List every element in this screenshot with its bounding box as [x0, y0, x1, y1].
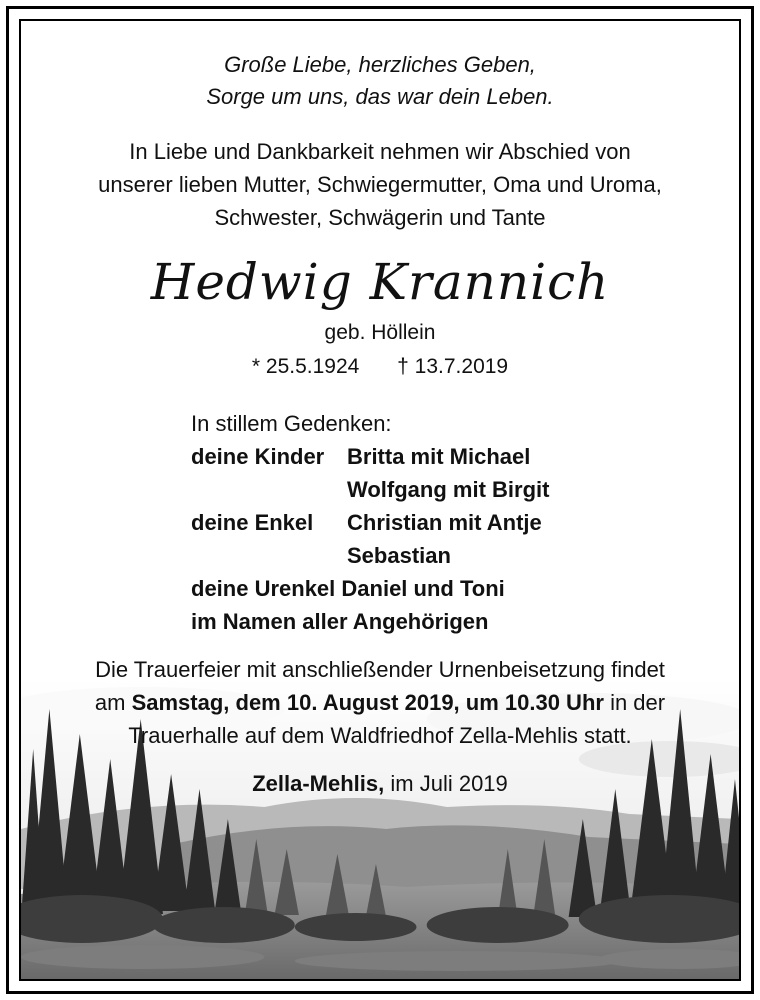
mourner-label [191, 539, 347, 572]
service-line: Die Trauerfeier mit anschließender Urnenbeisetzung findet [95, 657, 665, 682]
mourner-label: deine Enkel [191, 510, 314, 535]
death-date: † 13.7.2019 [397, 355, 509, 378]
intro-text [21, 135, 739, 234]
life-dates [21, 355, 739, 379]
mourner-all-relatives: im Namen aller Angehörigen [191, 609, 489, 634]
mourner-value: Christian mit Antje [347, 510, 542, 535]
place-date: im Juli 2019 [384, 771, 508, 796]
intro-line: In Liebe und Dankbarkeit nehmen wir Abschied von [129, 139, 631, 164]
mourner-value: Wolfgang mit Birgit [347, 477, 550, 502]
funeral-service-info [21, 653, 739, 752]
mourner-row [191, 440, 549, 473]
mourner-label [191, 473, 347, 506]
mourner-row [191, 473, 549, 506]
service-text: in der [603, 690, 666, 715]
service-line: Trauerhalle auf dem Waldfriedhof Zella-Mehlis statt. [128, 723, 632, 748]
motto-line: Große Liebe, herzliches Geben, [224, 52, 536, 77]
notice-outer-frame [6, 6, 754, 994]
place-and-date [21, 771, 739, 797]
motto-line: Sorge um uns, das war dein Leben. [206, 84, 554, 109]
mourner-label: deine Kinder [191, 444, 325, 469]
mourner-row [191, 539, 549, 572]
place-name: Zella-Mehlis, [252, 771, 385, 796]
service-text: am [94, 690, 132, 715]
notice-inner-frame [19, 19, 741, 981]
birth-date: * 25.5.1924 [251, 355, 360, 378]
mourner-value: Sebastian [347, 543, 451, 568]
service-date-time: Samstag, dem 10. August 2019, um 10.30 Uhr [131, 690, 604, 715]
service-line [21, 686, 739, 719]
motto-verse [21, 49, 739, 113]
mourner-row [191, 506, 549, 539]
notice-content [21, 21, 739, 979]
mourners-heading: In stillem Gedenken: [191, 411, 392, 436]
deceased-name: Hedwig Krannich [150, 253, 610, 311]
maiden-name: geb. Höllein [324, 321, 436, 344]
intro-line: unserer lieben Mutter, Schwiegermutter, Oma und Uroma, [98, 172, 662, 197]
mourner-value: Britta mit Michael [347, 444, 531, 469]
mourners-list [191, 407, 549, 638]
intro-line: Schwester, Schwägerin und Tante [214, 205, 546, 230]
mourner-great-grandchildren: deine Urenkel Daniel und Toni [191, 576, 505, 601]
